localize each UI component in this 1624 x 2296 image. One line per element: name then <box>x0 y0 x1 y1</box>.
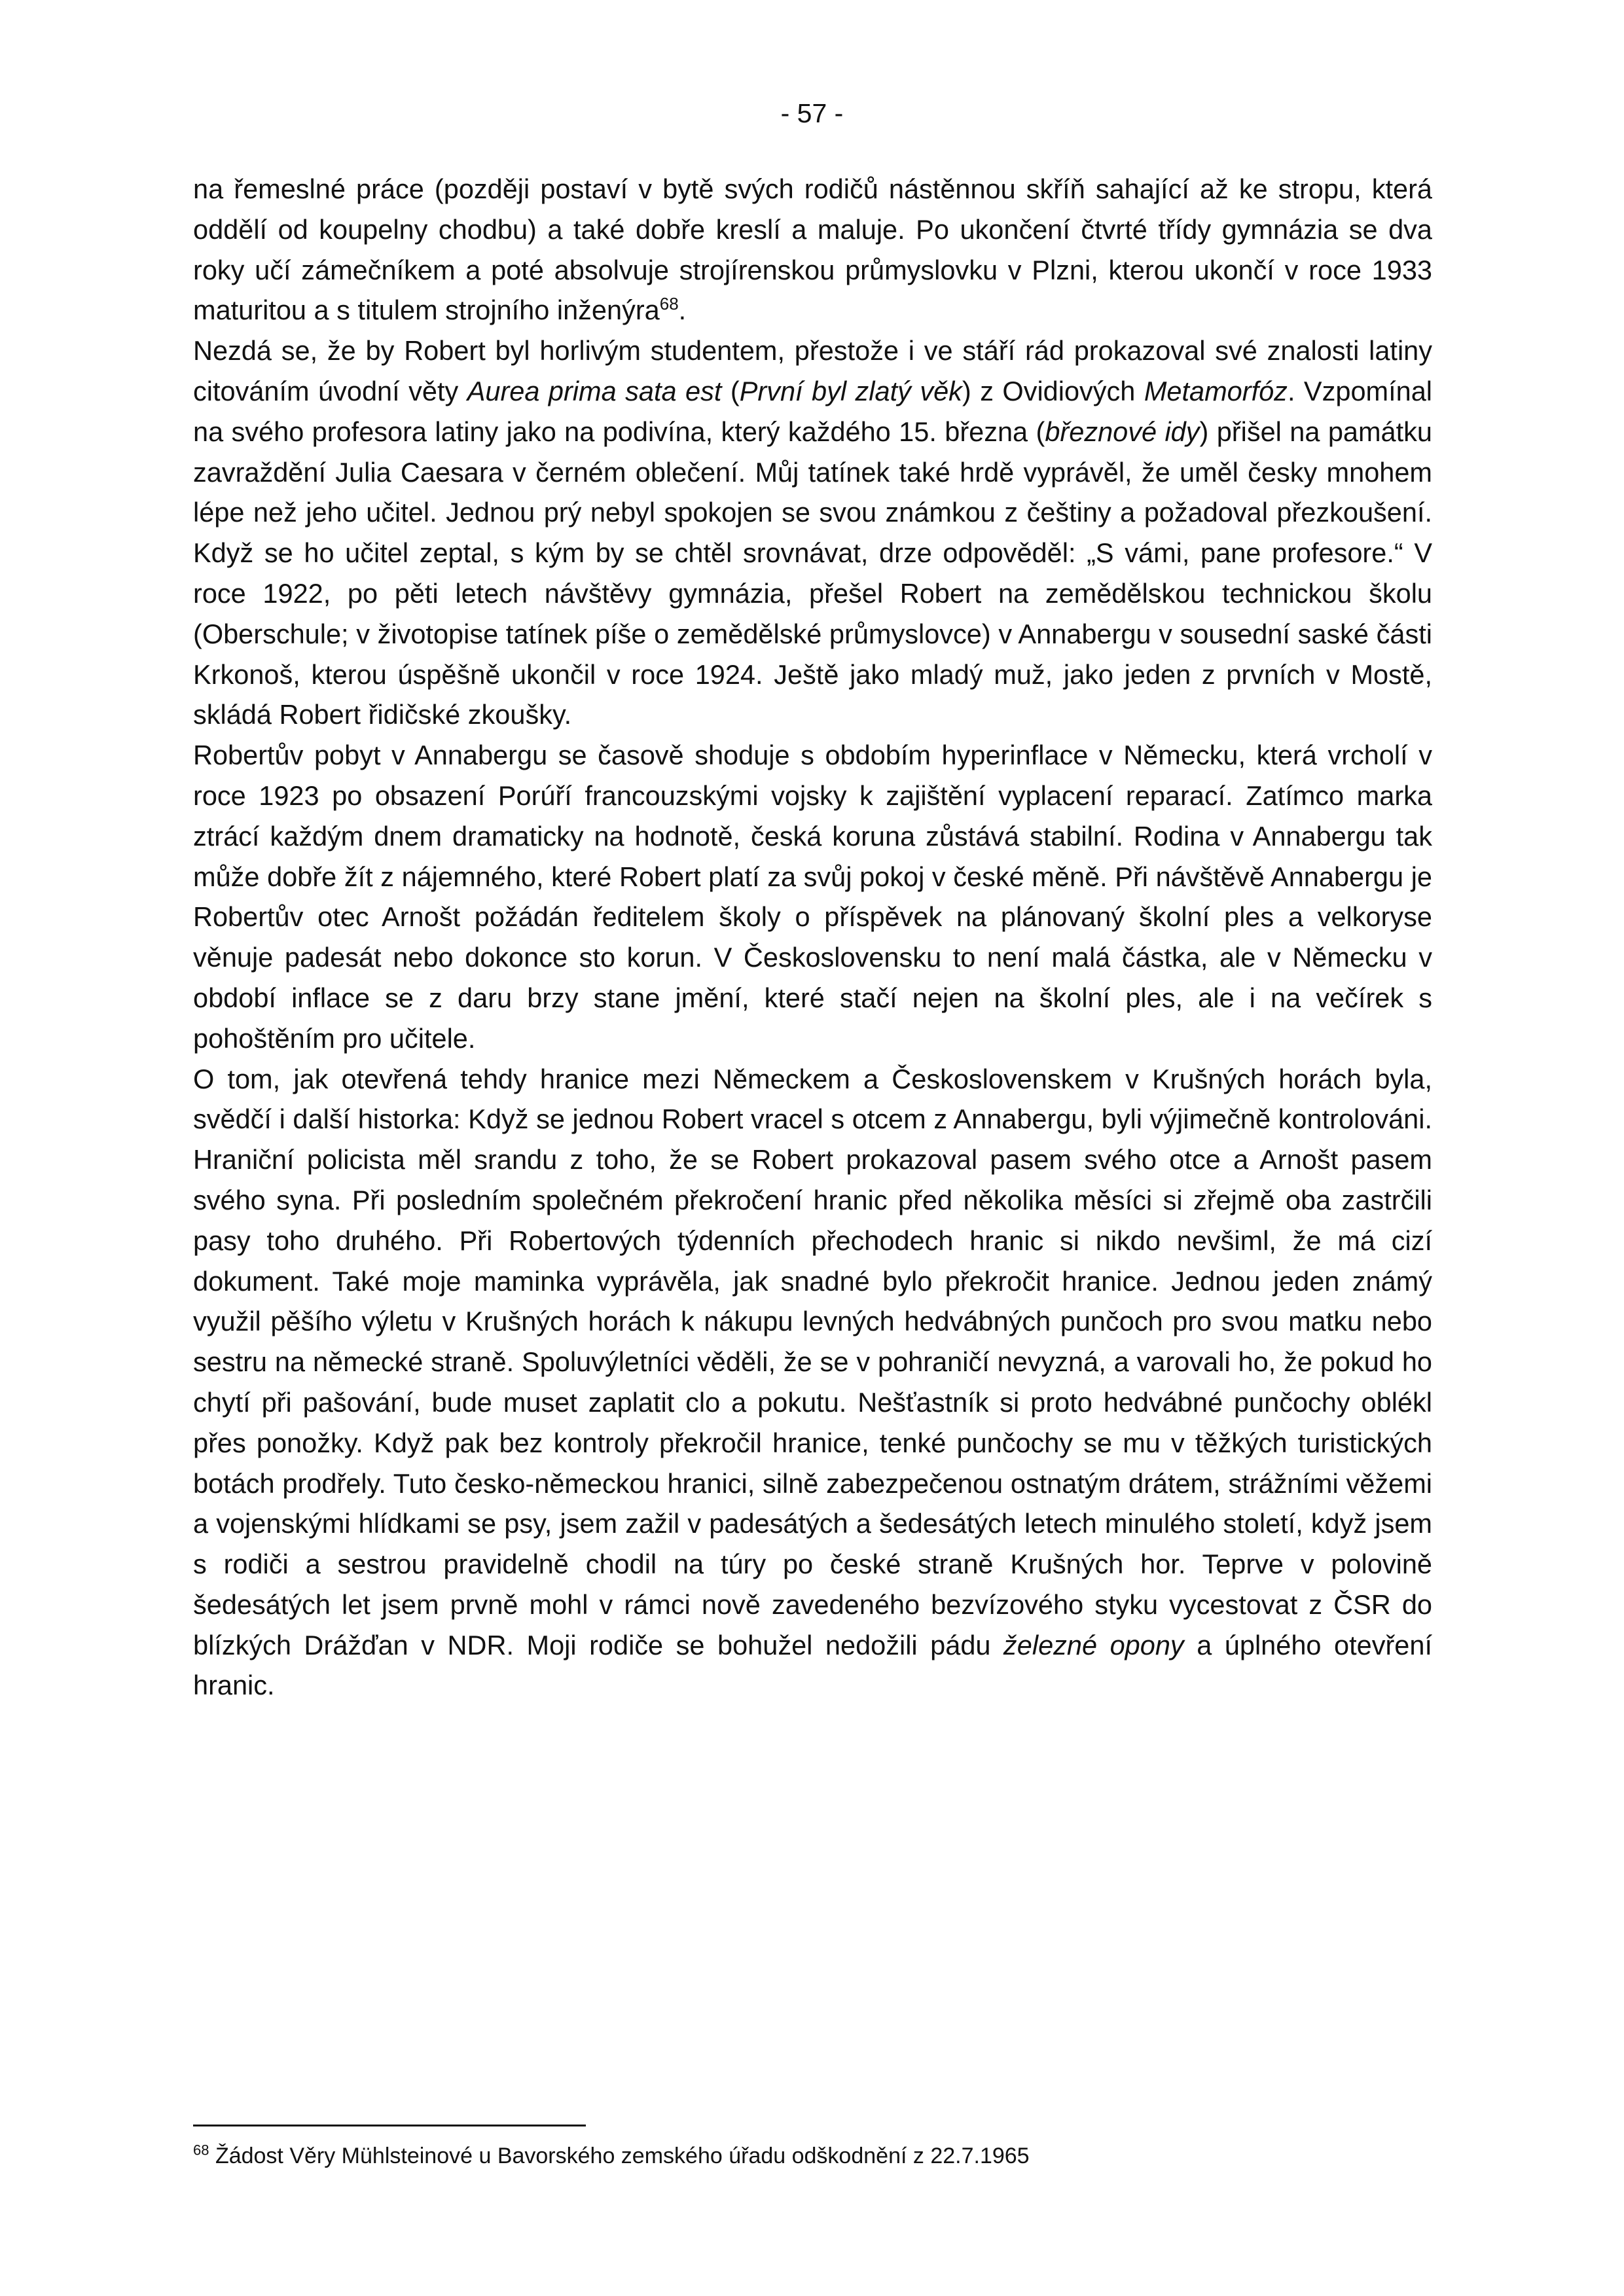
footnote-marker: 68 <box>193 2142 209 2159</box>
text-segment: ) přišel na památku zavraždění Julia Caesara v černém oblečení. Můj tatínek také hrdě vyprávěl, že uměl česky mnohem lépe než jeho učitel. Jednou prý nebyl spokojen se svou známkou z češtiny a požadoval přezkoušení. Když se ho učitel zeptal, s kým by se chtěl srovnávat, drze odpověděl: „S vámi, pane profesore.“ V roce 1922, po pěti letech návštěvy gymnázia, přešel Robert na zemědělskou technickou školu (Oberschule; v životopise tatínek píše o zemědělské průmyslovce) v Annabergu v sousední saské části Krkonoš, kterou úspěšně ukončil v roce 1924. Ještě jako mladý muž, jako jeden z prvních v Mostě, skládá Robert řidičské zkoušky. <box>193 416 1433 730</box>
body-text <box>193 169 1432 1706</box>
paragraph <box>193 169 1432 331</box>
italic-text: První byl zlatý věk <box>739 375 962 406</box>
paragraph <box>193 1059 1432 1706</box>
text-segment: ) z Ovidiových <box>962 375 1144 406</box>
text-segment: O tom, jak otevřená tehdy hranice mezi Německem a Československem v Krušných horách byla, svědčí i další historka: Když se jednou Robert vracel s otcem z Annabergu, byli výjimečně kontrolováni. Hraniční policista měl srandu z toho, že se Robert prokazoval pasem svého otce a Arnošt pasem svého syna. Při posledním společném překročení hranic před několika měsíci si zřejmě oba zastrčili pasy toho druhého. Při Robertových týdenních přechodech hranic si nikdo nevšiml, že má cizí dokument. Také moje maminka vyprávěla, jak snadné bylo překročit hranice. Jednou jeden známý využil pěšího výletu v Krušných horách k nákupu levných hedvábných punčoch pro svou matku nebo sestru na německé straně. Spoluvýletníci věděli, že se v pohraničí nevyzná, a varovali ho, že pokud ho chytí při pašování, bude muset zaplatit clo a pokutu. Nešťastník si proto hedvábné punčochy oblékl přes ponožky. Když pak bez kontroly překročil hranice, tenké punčochy se mu v těžkých turistických botách prodřely. Tuto česko-německou hranici, silně zabezpečenou ostnatým drátem, strážními věžemi a vojenskými hlídkami se psy, jsem zažil v padesátých a šedesátých letech minulého století, když jsem s rodiči a sestrou pravidelně chodil na túry po české straně Krušných hor. Teprve v polovině šedesátých let jsem prvně mohl v rámci nově zavedeného bezvízového styku vycestovat z ČSR do blízkých Drážďan v NDR. Moji rodiče se bohužel nedožili pádu <box>193 1063 1432 1660</box>
footnote <box>193 2142 1432 2170</box>
paragraph <box>193 331 1432 735</box>
footnote-reference: 68 <box>659 294 679 314</box>
text-segment: Nezdá se, že by Robert byl horlivým studentem, přestože i ve stáří rád prokazoval své znalosti latiny citováním úvodní věty <box>193 335 1432 406</box>
italic-text: železné opony <box>1003 1629 1184 1660</box>
text-segment: ( <box>721 375 740 406</box>
italic-text: Metamorfóz <box>1144 375 1288 406</box>
text-segment: . <box>678 295 687 326</box>
italic-text: Aurea prima sata est <box>467 375 722 406</box>
footnote-separator <box>193 2125 586 2126</box>
italic-text: březnové idy <box>1045 416 1200 447</box>
text-segment: a úplného otevření hranic. <box>193 1629 1432 1701</box>
footnote-text: Žádost Věry Mühlsteinové u Bavorského zemského úřadu odškodnění z 22.7.1965 <box>215 2144 1030 2168</box>
text-segment: na řemeslné práce (později postaví v bytě svých rodičů nástěnnou skříň sahající až ke stropu, která oddělí od koupelny chodbu) a také dobře kreslí a maluje. Po ukončení čtvrté třídy gymnázia se dva roky učí zámečníkem a poté absolvuje strojírenskou průmyslovku v Plzni, kterou ukončí v roce 1933 maturitou a s titulem strojního inženýra <box>193 173 1432 326</box>
page-number: - 57 - <box>780 98 844 128</box>
text-segment: Robertův pobyt v Annabergu se časově shoduje s obdobím hyperinflace v Německu, která vrcholí v roce 1923 po obsazení Porúří francouzskými vojsky k zajištění vyplacení reparací. Zatímco marka ztrácí každým dnem dramaticky na hodnotě, česká koruna zůstává stabilní. Rodina v Annabergu tak může dobře žít z nájemného, které Robert platí za svůj pokoj v české měně. Při návštěvě Annabergu je Robertův otec Arnošt požádán ředitelem školy o příspěvek na plánovaný školní ples a velkoryse věnuje padesát nebo dokonce sto korun. V Československu to není malá částka, ale v Německu v období inflace se z daru brzy stane jmění, které stačí nejen na školní ples, ale i na večírek s pohoštěním pro učitele. <box>193 740 1432 1054</box>
text-segment: . Vzpomínal na svého profesora latiny jako na podivína, který každého 15. března ( <box>193 375 1433 447</box>
paragraph <box>193 735 1432 1058</box>
